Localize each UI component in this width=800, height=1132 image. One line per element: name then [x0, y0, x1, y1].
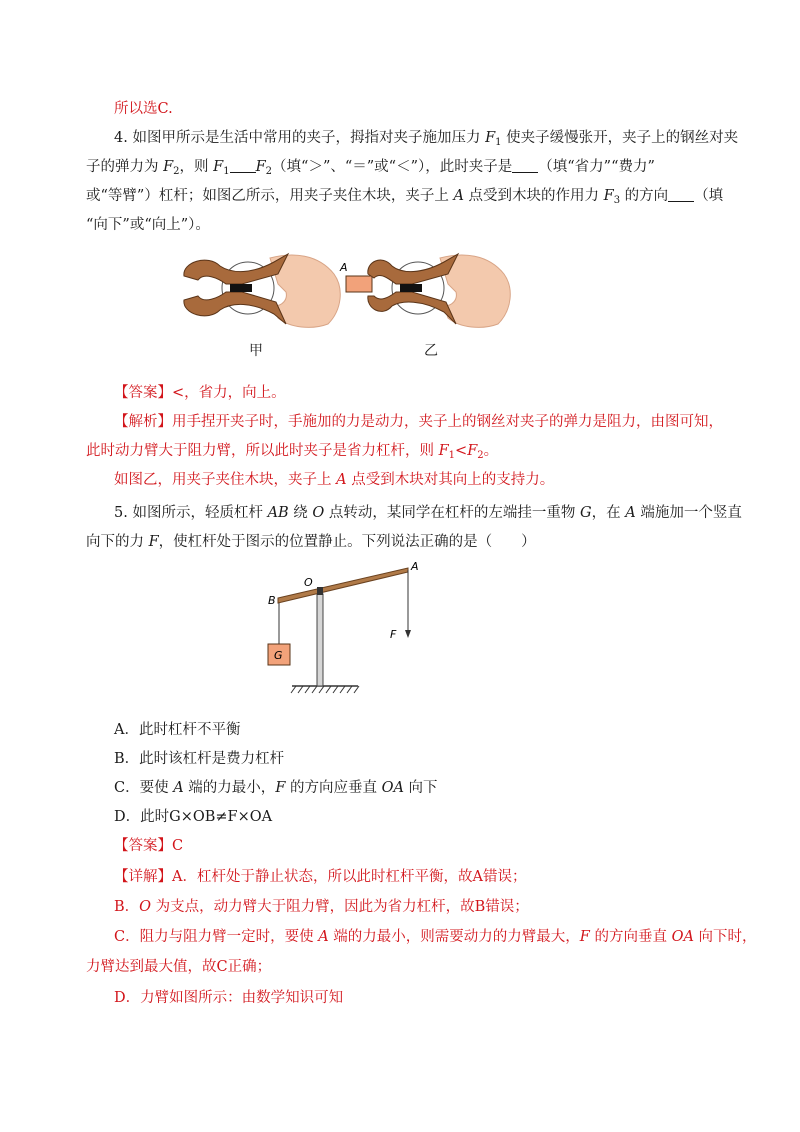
detail-text: 向下时，: [693, 929, 757, 945]
var-f: F: [213, 159, 224, 175]
subscript: 2: [173, 166, 180, 177]
q4-answer: [114, 383, 714, 403]
var-f: F: [148, 534, 159, 550]
option-b[interactable]: B．此时该杠杆是费力杠杆: [114, 751, 285, 767]
answer-tag: 【答案】: [114, 838, 172, 854]
option-text: 的方向应垂直: [285, 780, 382, 796]
label-g: G: [274, 649, 283, 662]
q5-text: 点转动，某同学在杠杆的左端挂一重物: [324, 505, 581, 521]
detail-text: 端的力最小，则需要动力的力臂最大，: [328, 929, 580, 945]
q5-detail-c: [114, 927, 757, 947]
answer-tag: 【答案】: [114, 385, 172, 401]
clip-lower-jaw: [184, 292, 286, 324]
q4-text: 点受到木块的作用力: [463, 188, 604, 204]
analysis-tag: 【解析】: [114, 414, 172, 430]
option-text: 端的力最小，: [183, 780, 276, 796]
detail-text: C．阻力与阻力臂一定时，要使: [114, 929, 319, 945]
q4-text: 的方向: [620, 188, 669, 204]
q4-text: （填: [694, 188, 724, 204]
detail-text: B．: [114, 899, 140, 915]
pivot: [317, 587, 323, 595]
q4-line-3: [86, 186, 724, 206]
var-ab: AB: [267, 505, 289, 521]
analysis-text: 此时动力臂大于阻力臂，所以此时夹子是省力杠杆，则: [86, 443, 439, 459]
var-f: F: [438, 443, 449, 459]
label-f: F: [390, 628, 397, 641]
answer-text: <，省力，向上。: [172, 385, 286, 401]
detail-text: 的方向垂直: [589, 929, 672, 945]
analysis-text: 如图乙，用夹子夹住木块，夹子上: [114, 472, 337, 488]
q5-text: 绕: [288, 505, 313, 521]
analysis-text: 点受到木块对其向上的支持力。: [346, 472, 555, 488]
subscript: 3: [613, 195, 621, 206]
analysis-text: 。: [483, 443, 499, 459]
var-f: F: [163, 159, 174, 175]
q5-text: ，使杠杆处于图示的位置静止。下列说法正确的是（ ）: [158, 534, 536, 550]
point-a-label: A: [340, 261, 348, 274]
q4-analysis-3: [114, 470, 714, 490]
lever-bar: [278, 568, 408, 603]
detail-text: A．杠杆处于静止状态，所以此时杠杆平衡，故A错误；: [172, 869, 527, 885]
var-f: F: [579, 929, 590, 945]
q4-text: 使夹子缓慢张开，夹子上的钢丝对夹: [501, 130, 739, 146]
q5-text: 向下的力: [86, 534, 149, 550]
clip-figure-jia: [178, 244, 348, 334]
detail-text: 为支点，动力臂大于阻力臂，因此为省力杠杆，故B错误；: [151, 899, 529, 915]
q4-text: （填“省力”“费力”: [538, 159, 655, 175]
subscript: 1: [448, 450, 456, 461]
label-b: B: [268, 594, 276, 607]
subscript: 1: [495, 137, 502, 148]
q4-text: ，则: [179, 159, 214, 175]
subscript: 2: [265, 166, 273, 177]
figure-caption-jia: 甲: [249, 343, 263, 359]
var-g: G: [580, 505, 592, 521]
q5-text: ，在: [591, 505, 626, 521]
q4-line-4: “向下”或“向上”）。: [86, 217, 210, 233]
option-c[interactable]: [114, 778, 714, 798]
answer-blank[interactable]: [668, 187, 694, 202]
spring-band: [230, 284, 252, 292]
detail-tag: 【详解】: [114, 869, 172, 885]
var-oa: OA: [381, 780, 404, 796]
q4-text: 子的弹力为: [86, 159, 164, 175]
option-a[interactable]: A．此时杠杆不平衡: [114, 722, 241, 738]
var-f: F: [603, 188, 614, 204]
label-o: O: [304, 576, 313, 589]
var-a: A: [173, 780, 184, 796]
var-o: O: [139, 899, 152, 915]
subscript: 2: [477, 450, 484, 461]
clip-figure-yi: [338, 244, 518, 334]
q4-text: 4. 如图甲所示是生活中常用的夹子，拇指对夹子施加压力: [114, 130, 486, 146]
var-f: F: [485, 130, 496, 146]
subscript: 1: [223, 166, 230, 177]
var-oa: OA: [671, 929, 694, 945]
q4-line-1: [114, 128, 739, 148]
q4-analysis-1: [114, 412, 723, 432]
q5-answer: [114, 836, 714, 856]
option-d[interactable]: D．此时G×OB≠F×OA: [114, 809, 273, 825]
q5-line-1: [114, 503, 742, 523]
q4-line-2: [86, 157, 714, 177]
prev-conclusion: 所以选C.: [114, 101, 173, 117]
analysis-text: <: [455, 443, 468, 459]
answer-blank[interactable]: [512, 158, 538, 173]
option-text: C．要使: [114, 780, 174, 796]
q5-detail-b: [114, 897, 714, 917]
arrow-head-icon: [405, 630, 411, 638]
var-f: F: [467, 443, 478, 459]
point-a: A: [336, 472, 347, 488]
var-a: A: [318, 929, 329, 945]
label-a: A: [411, 560, 419, 573]
var-a: A: [625, 505, 636, 521]
spring-band: [400, 284, 422, 292]
point-a: A: [453, 188, 464, 204]
support-post: [317, 594, 323, 686]
var-f: F: [255, 159, 266, 175]
q5-detail-d: D．力臂如图所示：由数学知识可知: [114, 990, 344, 1006]
var-f: F: [275, 780, 286, 796]
analysis-text: 用手捏开夹子时，手施加的力是动力，夹子上的钢丝对夹子的弹力是阻力，由图可知，: [172, 414, 723, 430]
q5-detail-c-cont: 力臂达到最大值，故C正确；: [86, 959, 272, 975]
q5-text: 5. 如图所示，轻质杠杆: [114, 505, 268, 521]
q4-text: （填“＞”、“＝”或“＜”），此时夹子是: [272, 159, 513, 175]
q5-detail-a: [114, 867, 714, 887]
lever-figure: [258, 558, 438, 698]
answer-text: C: [172, 838, 184, 854]
wood-block: [346, 276, 372, 292]
ground-hatch: [291, 686, 359, 693]
option-text: 向下: [403, 780, 438, 796]
figure-caption-yi: 乙: [424, 343, 438, 359]
q4-analysis-2: [86, 441, 714, 461]
var-o: O: [312, 505, 325, 521]
q5-line-2: [86, 532, 714, 552]
q4-text: 或“等臂”）杠杆；如图乙所示，用夹子夹住木块，夹子上: [86, 188, 454, 204]
answer-blank[interactable]: [230, 158, 256, 173]
q5-text: 端施加一个竖直: [635, 505, 742, 521]
